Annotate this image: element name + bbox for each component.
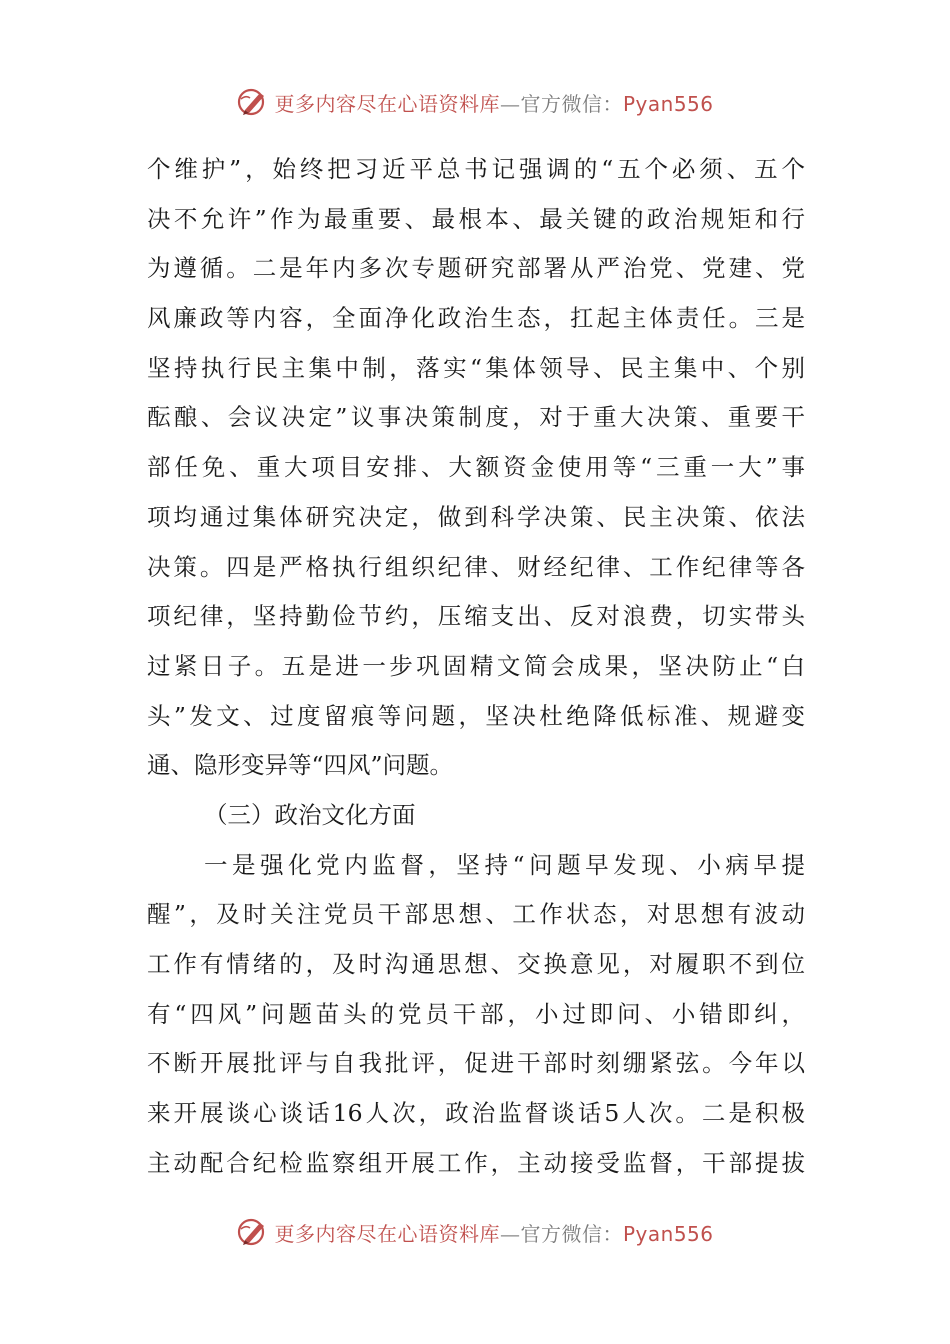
body-line: 部任免、重大项目安排、大额资金使用等“三重一大”事 <box>147 453 805 482</box>
body-line: 为遵循。二是年内多次专题研究部署从严治党、党建、党 <box>147 254 805 283</box>
body-line: 醒”，及时关注党员干部思想、工作状态，对思想有波动 <box>147 900 805 929</box>
body-line: 工作有情绪的，及时沟通思想、交换意见，对履职不到位 <box>147 950 805 978</box>
body-line: 来开展谈心谈话16人次，政治监督谈话5人次。二是积极 <box>147 1099 805 1128</box>
footer-banner <box>0 1212 950 1252</box>
footer-banner-wechat: 官方微信： <box>520 1221 623 1246</box>
body-line: 个维护”，始终把习近平总书记强调的“五个必须、五个 <box>147 155 805 183</box>
header-banner-main: 更多内容尽在心语资料库 <box>274 91 500 116</box>
body-line: 决策。四是严格执行组织纪律、财经纪律、工作纪律等各 <box>147 552 805 581</box>
footer-banner-dash: — <box>499 1221 521 1246</box>
section-heading: （三）政治文化方面 <box>204 800 416 829</box>
body-line: 通、隐形变异等“四风”问题。 <box>147 751 454 780</box>
body-line: 坚持执行民主集中制，落实“集体领导、民主集中、个别 <box>147 353 805 382</box>
body-line: 决不允许”作为最重要、最根本、最关键的政治规矩和行 <box>147 204 805 233</box>
body-line: 有“四风”问题苗头的党员干部，小过即问、小错即纠， <box>147 999 805 1028</box>
body-line: 风廉政等内容，全面净化政治生态，扛起主体责任。三是 <box>147 304 805 333</box>
pen-logo-icon <box>236 85 270 119</box>
header-banner-wechat: 官方微信： <box>520 91 623 116</box>
footer-banner-main: 更多内容尽在心语资料库 <box>274 1221 500 1246</box>
pen-logo-icon <box>236 1215 270 1249</box>
footer-banner-id: Pyan556 <box>622 1221 714 1246</box>
header-banner-text <box>274 88 713 117</box>
body-line: 酝酿、会议决定”议事决策制度，对于重大决策、重要干 <box>147 403 805 432</box>
body-line: 过紧日子。五是进一步巩固精文简会成果，坚决防止“白 <box>147 651 805 680</box>
footer-banner-text <box>274 1218 713 1247</box>
body-line: 不断开展批评与自我批评，促进干部时刻绷紧弦。今年以 <box>147 1049 805 1078</box>
body-line: 头”发文、过度留痕等问题，坚决杜绝降低标准、规避变 <box>147 701 805 730</box>
document-body <box>147 145 805 1188</box>
header-banner-dash: — <box>499 91 521 116</box>
body-line: 一是强化党内监督，坚持“问题早发现、小病早提 <box>204 850 805 879</box>
body-line: 项均通过集体研究决定，做到科学决策、民主决策、依法 <box>147 502 805 531</box>
header-banner-id: Pyan556 <box>622 91 714 116</box>
body-line: 主动配合纪检监察组开展工作，主动接受监督，干部提拔 <box>147 1148 805 1177</box>
header-banner <box>0 82 950 122</box>
body-line: 项纪律，坚持勤俭节约，压缩支出、反对浪费，切实带头 <box>147 602 805 631</box>
